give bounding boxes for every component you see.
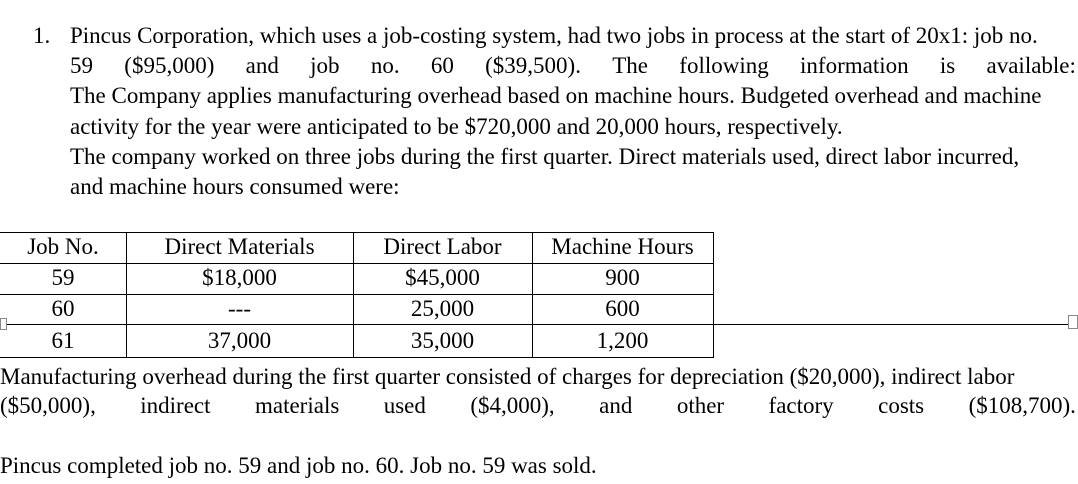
word: available:: [986, 53, 1076, 78]
word: ($95,000): [124, 53, 215, 78]
word: and: [599, 393, 633, 418]
word: 59: [70, 53, 93, 78]
table-cell: 1,200: [596, 328, 649, 353]
table-cell: 37,000: [207, 328, 272, 353]
word: and: [245, 53, 279, 78]
overhead-line-2: [0, 391, 1076, 421]
job-cost-table: [0, 229, 1078, 359]
right-edge-marker: [1068, 315, 1078, 329]
table-cell: 60: [51, 296, 75, 321]
table-cell: $45,000: [405, 265, 480, 290]
completion-sentence: Pincus completed job no. 59 and job no. 60. Job no. 59 was sold.: [0, 453, 597, 478]
table-cell: 59: [51, 265, 75, 290]
word: job: [310, 53, 340, 78]
word: materials: [254, 393, 340, 418]
problem-number: 1.: [33, 23, 51, 48]
table-cell: $18,000: [202, 265, 277, 290]
word: ($4,000),: [470, 393, 555, 418]
table-cell: ---: [228, 296, 251, 321]
table-bottom-rule: [0, 357, 713, 358]
table-cell: 35,000: [410, 328, 475, 353]
word: other: [676, 393, 725, 418]
problem-line-6: and machine hours consumed were:: [70, 174, 400, 199]
problem-line-3: The Company applies manufacturing overhead based on machine hours. Budgeted overhead and machine: [70, 83, 1042, 108]
word: ($50,000),: [0, 393, 96, 418]
word: indirect: [140, 393, 211, 418]
overhead-line-1: Manufacturing overhead during the first quarter consisted of charges for depreciation ($20,000), indirect labor: [0, 364, 1015, 389]
header-direct-materials: Direct Materials: [164, 234, 315, 259]
word: factory: [768, 393, 834, 418]
word: The: [612, 53, 648, 78]
word: 60: [430, 53, 454, 78]
word: used: [383, 393, 426, 418]
header-direct-labor: Direct Labor: [383, 234, 502, 259]
word: ($108,700).: [968, 393, 1076, 418]
problem-line-4: activity for the year were anticipated to be $720,000 and 20,000 hours, respectively.: [70, 114, 843, 139]
problem-line-5: The company worked on three jobs during the first quarter. Direct materials used, direct labor incurred,: [70, 144, 1020, 169]
word: information: [800, 53, 909, 78]
table-cell: 61: [51, 328, 75, 353]
word: costs: [878, 393, 925, 418]
table-cell: 600: [605, 296, 640, 321]
problem-line-1: Pincus Corporation, which uses a job-costing system, had two jobs in process at the start of 20x1: job no.: [70, 23, 1038, 48]
word: following: [679, 53, 769, 78]
word: ($39,500).: [485, 53, 581, 78]
header-job-no: Job No.: [27, 234, 99, 259]
word: is: [939, 53, 956, 78]
table-row-rule-wide: [0, 324, 1078, 325]
problem-line-2: [70, 51, 1076, 81]
table-cell: 25,000: [410, 296, 475, 321]
table-cell: 900: [605, 265, 640, 290]
header-machine-hours: Machine Hours: [551, 234, 694, 259]
word: no.: [370, 53, 400, 78]
table-right-rule: [713, 232, 714, 358]
